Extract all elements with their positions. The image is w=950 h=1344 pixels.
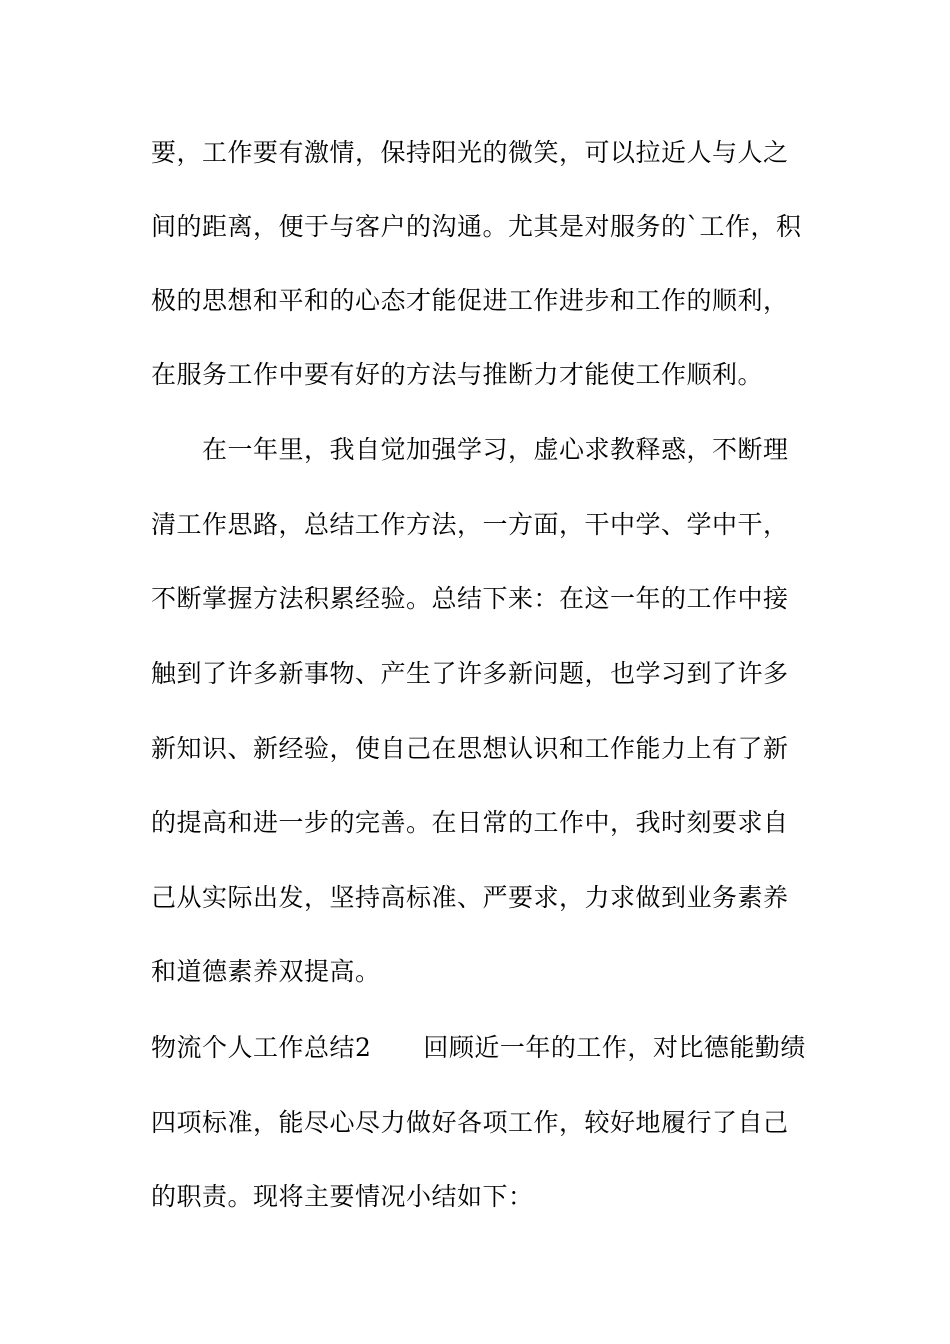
text-line: 不断掌握方法积累经验。总结下来：在这一年的工作中接 — [151, 584, 789, 613]
section-heading: 物流个人工作总结2 — [151, 1033, 372, 1062]
text-line: 己从实际出发，坚持高标准、严要求，力求做到业务素养 — [151, 883, 789, 912]
text-line: 在服务工作中要有好的方法与推断力才能使工作顺利。 — [151, 360, 764, 389]
text-line: 间的距离，便于与客户的沟通。尤其是对服务的`工作，积 — [151, 212, 802, 241]
text-line: 的提高和进一步的完善。在日常的工作中，我时刻要求自 — [151, 808, 789, 837]
text-line: 四项标准，能尽心尽力做好各项工作，较好地履行了自己 — [151, 1108, 789, 1137]
text-line: 触到了许多新事物、产生了许多新问题，也学习到了许多 — [151, 659, 789, 688]
paragraph-first-line: 在一年里，我自觉加强学习，虚心求教释惑，不断理 — [202, 435, 789, 464]
text-line: 新知识、新经验，使自己在思想认识和工作能力上有了新 — [151, 734, 789, 763]
text-line: 清工作思路，总结工作方法，一方面，干中学、学中干， — [151, 510, 789, 539]
section-text: 回顾近一年的工作，对比德能勤绩 — [423, 1033, 806, 1062]
text-line: 和道德素养双提高。 — [151, 957, 381, 986]
text-line: 要，工作要有激情，保持阳光的微笑，可以拉近人与人之 — [151, 138, 789, 167]
text-line: 极的思想和平和的心态才能促进工作进步和工作的顺利， — [151, 286, 789, 315]
section-heading-line — [151, 1033, 806, 1063]
text-line: 的职责。现将主要情况小结如下： — [151, 1182, 534, 1211]
